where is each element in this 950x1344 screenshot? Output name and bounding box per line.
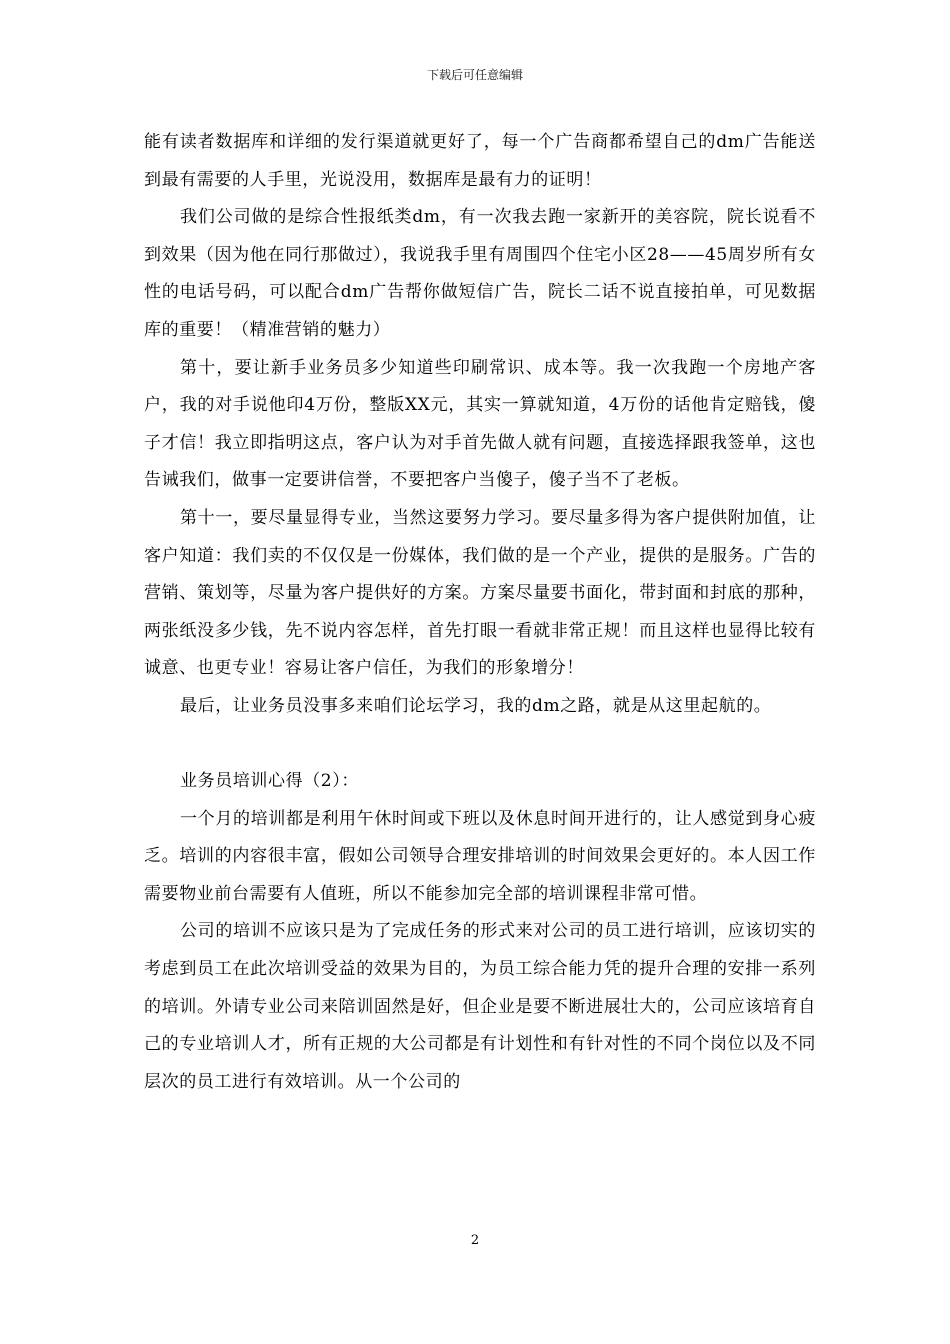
paragraph-beauty-salon: 我们公司做的是综合性报纸类dm，有一次我去跑一家新开的美容院，院长说看不到效果（因为他在同行那做过），我说我手里有周围四个住宅小区28——45周岁所有女性的电话号码，可以配合dm广告帮你做短信广告，院长二话不说直接拍单，可见数据库的重要！（精准营销的魅力）: [144, 207, 816, 340]
blank-line: [144, 726, 816, 764]
section-heading: 业务员培训心得（2）：: [180, 771, 359, 792]
paragraph-training-time: 一个月的培训都是利用午休时间或下班以及休息时间开进行的，让人感觉到身心疲乏。培训的内容很丰富，假如公司领导合理安排培训的时间效果会更好的。本人因工作需要物业前台需要有人值班，所以不能参加完全部的培训课程非常可惜。: [144, 808, 816, 904]
paragraph-training-purpose: 公司的培训不应该只是为了完成任务的形式来对公司的员工进行培训，应该切实的考虑到员工在此次培训受益的效果为目的，为员工综合能力凭的提升合理的安排一系列的培训。外请专业公司来陪训固然是好，但企业是要不断进展壮大的，公司应该培育自己的专业培训人才，所有正规的大公司都是有计划性和有针对性的不同个岗位以及不同层次的员工进行有效培训。从一个公司的: [144, 921, 816, 1092]
paragraph-eleventh-point: 第十一，要尽量显得专业，当然这要努力学习。要尽量多得为客户提供附加值，让客户知道：我们卖的不仅仅是一份媒体，我们做的是一个产业，提供的是服务。广告的营销、策划等，尽量为客户提供好的方案。方案尽量要书面化，带封面和封底的那种，两张纸没多少钱，先不说内容怎样，首先打眼一看就非常正规！而且这样也显得比较有诚意、也更专业！容易让客户信任，为我们的形象增分！: [144, 507, 816, 679]
page-header: 下载后可任意编辑: [426, 68, 523, 82]
page-number: 2: [470, 1233, 480, 1248]
paragraph-final-point: 最后，让业务员没事多来咱们论坛学习，我的dm之路，就是从这里起航的。: [180, 695, 772, 716]
document-body: [144, 124, 816, 1101]
paragraph-continued: 能有读者数据库和详细的发行渠道就更好了，每一个广告商都希望自己的dm广告能送到最有需要的人手里，光说没用，数据库是最有力的证明！: [144, 132, 816, 190]
paragraph-tenth-point: 第十，要让新手业务员多少知道些印刷常识、成本等。我一次我跑一个房地产客户，我的对手说他印4万份，整版XX元，其实一算就知道，4万份的话他肯定赔钱，傻子才信！我立即指明这点，客户认为对手首先做人就有问题，直接选择跟我签单，这也告诫我们，做事一定要讲信誉，不要把客户当傻子，傻子当不了老板。: [144, 357, 816, 491]
